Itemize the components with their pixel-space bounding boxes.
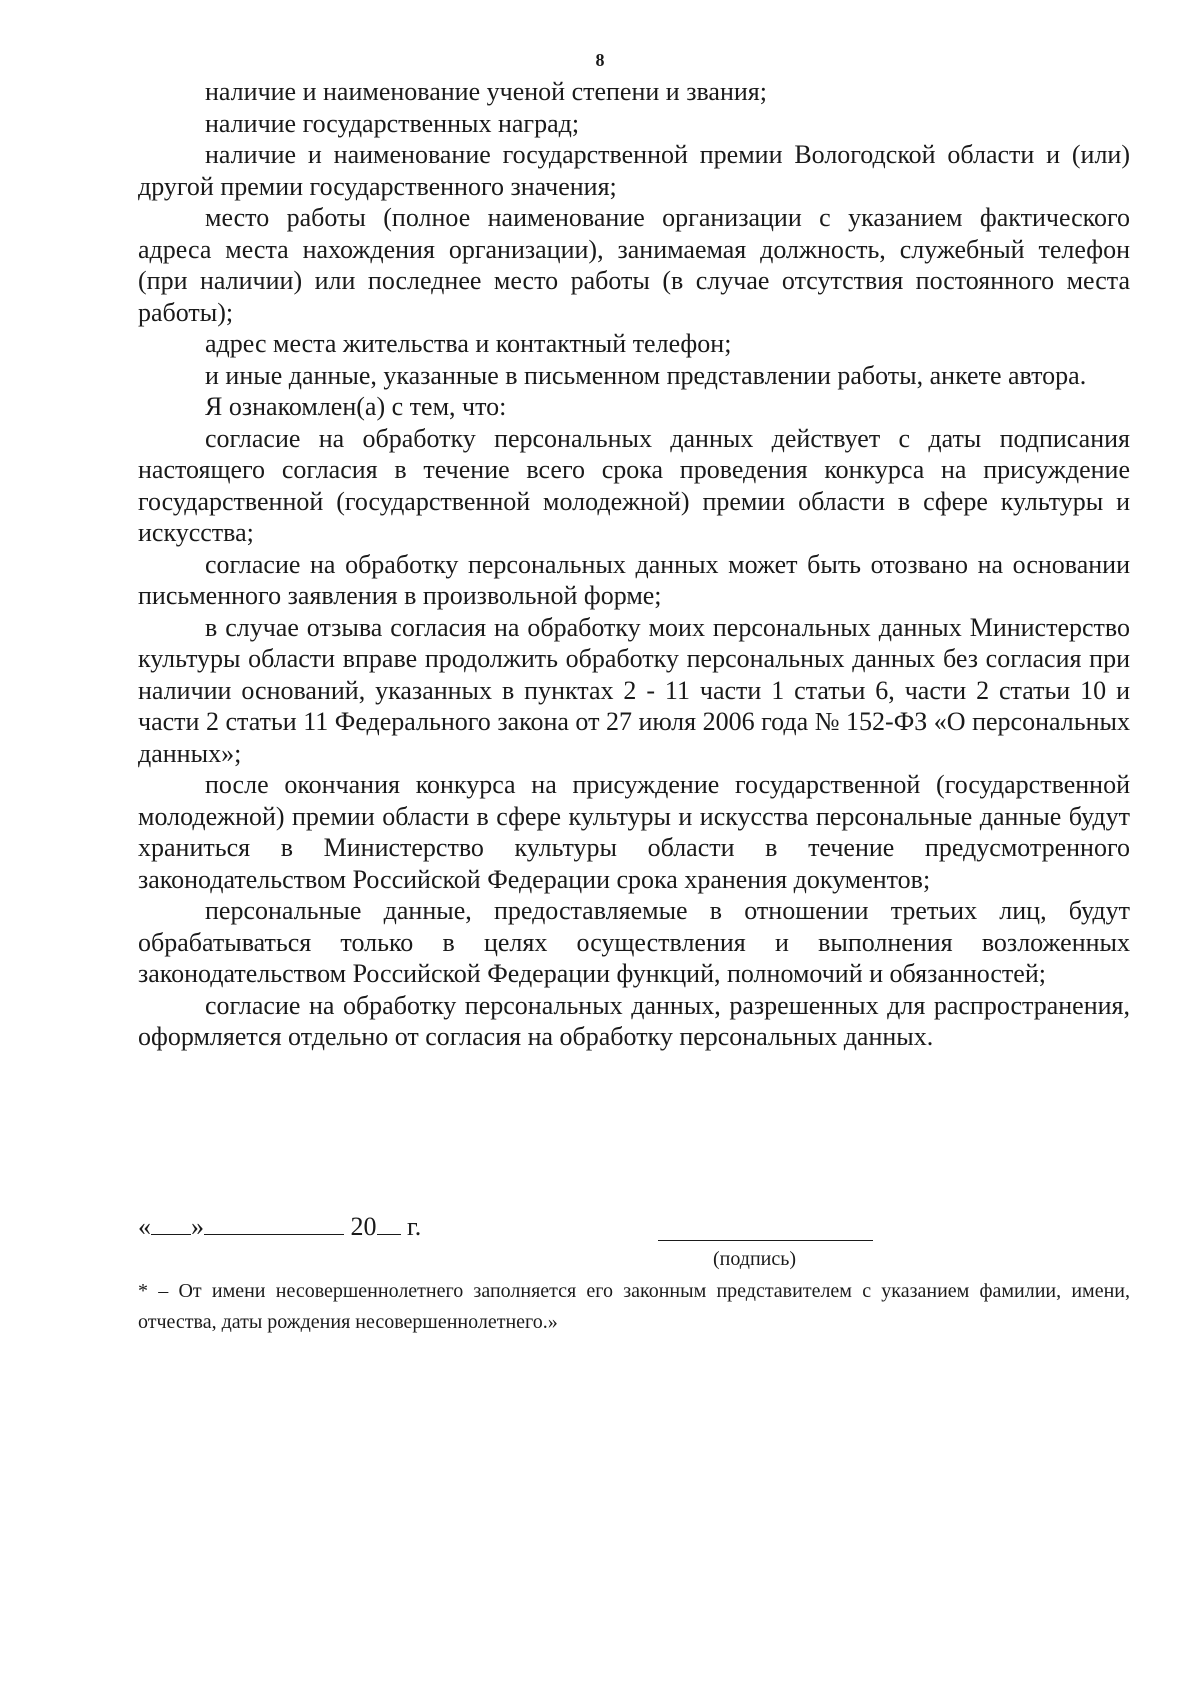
year-prefix: 20 xyxy=(350,1212,377,1241)
paragraph-academic-degree: наличие и наименование ученой степени и звания; xyxy=(205,77,767,106)
signature-line xyxy=(658,1240,873,1241)
paragraph-acknowledgement: Я ознакомлен(а) с тем, что: xyxy=(205,392,507,421)
paragraph-state-awards: наличие государственных наград; xyxy=(205,108,580,138)
page-number: 8 xyxy=(595,50,605,70)
paragraph-data-storage: после окончания конкурса на присуждение государственной (государственной молодежной) премии области в сфере культуры и искусства персональные данные будут храниться в Министерство культуры области в течение предусмотренного законодательством Российской Федерации срока хранения документов; xyxy=(138,770,1130,894)
paragraph-workplace: место работы (полное наименование организации с указанием фактического адреса места нахождения организации), занимаемая должность, служебный телефон (при наличии) или последнее место работы (в случае отсутствия постоянного места работы); xyxy=(138,203,1130,327)
paragraph-consent-term: согласие на обработку персональных данных действует с даты подписания настоящего согласия в течение всего срока проведения конкурса на присуждение государственной (государственной молодежной) премии области в сфере культуры и искусства; xyxy=(138,423,1130,547)
day-blank xyxy=(151,1210,191,1235)
year-suffix: г. xyxy=(407,1212,422,1241)
paragraph-distribution-consent: согласие на обработку персональных данных, разрешенных для распространения, оформляется отдельно от согласия на обработку персональных данных. xyxy=(138,990,1130,1051)
year-blank xyxy=(377,1210,401,1235)
paragraph-state-prize: наличие и наименование государственной премии Вологодской области и (или) другой премии государственного значения; xyxy=(138,140,1130,201)
date-close-quote: » xyxy=(191,1212,204,1241)
paragraph-revoke-processing: в случае отзыва согласия на обработку моих персональных данных Министерство культуры области вправе продолжить обработку персональных данных без согласия при наличии оснований, указанных в пунктах 2 - 11 части 1 статьи 6, части 2 статьи 10 и части 2 статьи 11 Федерального закона от 27 июля 2006 года № 152-ФЗ «О персональных данных»; xyxy=(138,612,1130,768)
paragraph-address: адрес места жительства и контактный телефон; xyxy=(205,329,732,358)
footnote-text: * – От имени несовершеннолетнего заполняется его законным представителем с указанием фамилии, имени, отчества, даты рождения несовершеннолетнего.» xyxy=(138,1280,1130,1333)
paragraph-third-parties: персональные данные, предоставляемые в отношении третьих лиц, будут обрабатываться только в целях осуществления и выполнения возложенных законодательством Российской Федерации функций, полномочий и обязанностей; xyxy=(138,896,1130,988)
paragraph-other-data: и иные данные, указанные в письменном представлении работы, анкете автора. xyxy=(205,360,1087,390)
paragraph-consent-revoke: согласие на обработку персональных данных может быть отозвано на основании письменного заявления в произвольной форме; xyxy=(138,549,1130,610)
footnote xyxy=(138,1276,1130,1338)
date-field xyxy=(138,1210,421,1242)
date-open-quote: « xyxy=(138,1212,151,1241)
month-blank xyxy=(204,1210,344,1235)
signature-row xyxy=(138,1210,1130,1270)
consent-body xyxy=(138,76,1130,1053)
signature-caption: (подпись) xyxy=(713,1248,797,1270)
